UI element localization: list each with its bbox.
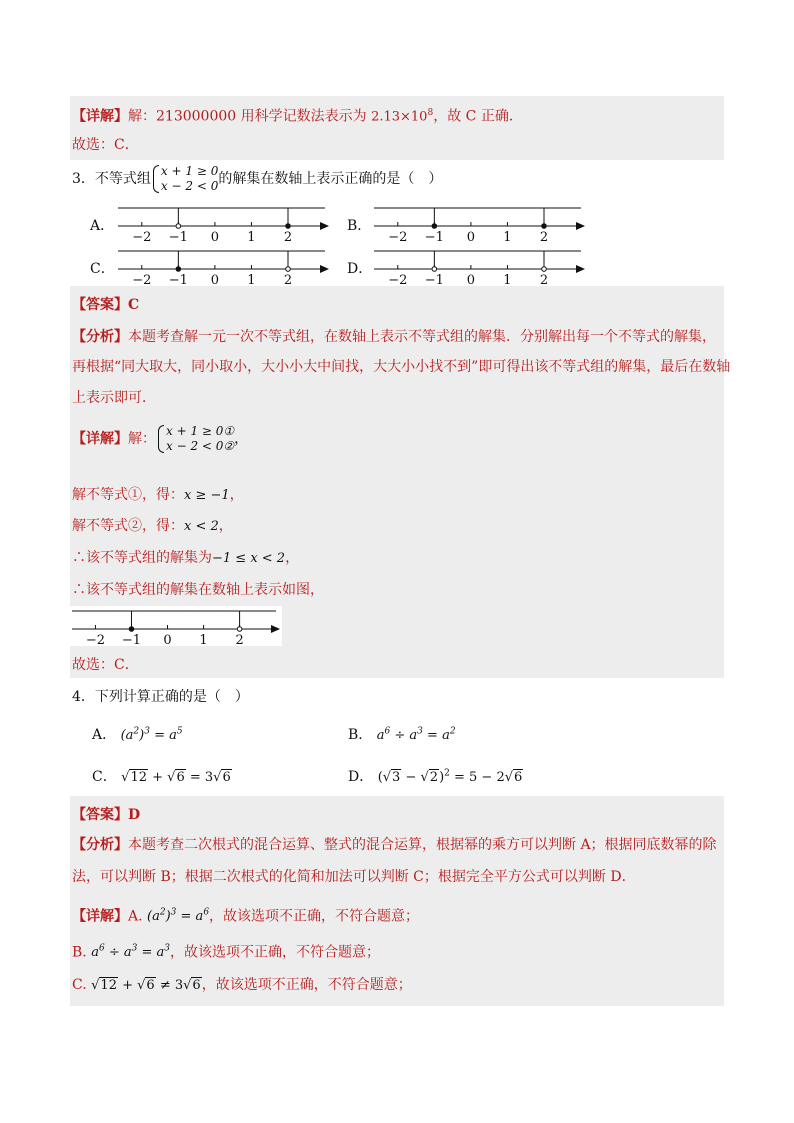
open-point — [237, 627, 242, 632]
tick-label: 0 — [466, 273, 476, 286]
tick-label: 0 — [210, 273, 220, 286]
tick-label: 0 — [210, 230, 220, 243]
tick-label: 1 — [503, 273, 512, 286]
detail-a-label: A. — [128, 908, 143, 925]
detail-system — [156, 424, 234, 454]
tick-label: −1 — [168, 230, 188, 243]
tick-label: 2 — [539, 230, 549, 243]
step-2-math: x < 2 — [184, 519, 219, 534]
axis-arrow — [576, 222, 585, 230]
detail-inequality-1: x + 1 ≥ 0① — [166, 424, 235, 438]
analysis-q3-line1 — [72, 328, 716, 346]
detail-comma: ， — [234, 431, 249, 447]
detail-tag: 【详解】 — [72, 431, 128, 447]
step-2-text: 解不等式②，得： — [72, 518, 184, 534]
tick-label: −2 — [85, 633, 106, 646]
q4-option-a-formula: $(a^2)^3 = a^5$ — [120, 726, 183, 743]
tick-label: 1 — [247, 230, 256, 243]
tick-label: 1 — [199, 633, 208, 646]
q4-option-c — [92, 766, 232, 786]
analysis-tag: 【分析】 — [72, 837, 128, 853]
answer-q3: 【答案】C — [72, 297, 140, 313]
tick-label: 1 — [503, 230, 512, 243]
step-3-math: −1 ≤ x < 2 — [212, 551, 286, 566]
inequality-1: x + 1 ≥ 0 — [160, 164, 219, 178]
detail-q4-c — [72, 976, 412, 995]
q4-option-d — [348, 766, 523, 786]
step-1-end: ， — [229, 487, 244, 503]
analysis-text-1: 本题考查解一元一次不等式组，在数轴上表示不等式组的解集．分别解出每一个不等式的解集， — [128, 329, 716, 345]
option-d-label: D． — [347, 261, 373, 277]
detail-tag: 【详解】 — [72, 108, 128, 125]
question-prefix: 3．不等式组 — [72, 171, 151, 187]
detail-b-formula: $a^6 \div a^3 = a^3$ — [91, 944, 171, 961]
detail-line-q2 — [72, 104, 523, 127]
open-point — [176, 224, 181, 229]
detail-q4-b — [72, 940, 380, 962]
tick-label: −2 — [388, 273, 408, 286]
q4-option-b-label: B． — [348, 727, 373, 743]
question-4-stem: 4．下列计算正确的是（ ） — [72, 689, 249, 705]
tick-label: −2 — [132, 230, 152, 243]
step-3 — [72, 549, 299, 568]
detail-a-formula: $(a^2)^3 = a^6$ — [147, 908, 210, 925]
solution-ray-right — [374, 208, 544, 226]
closed-point — [129, 627, 134, 632]
detail-text: 解：213000000 用科学记数法表示为 — [128, 108, 372, 125]
sci-exponent: 8 — [427, 108, 434, 118]
detail-inequality-2: x − 2 < 0② — [166, 439, 235, 453]
number-line-a — [116, 203, 331, 243]
step-3-end: ， — [285, 550, 300, 566]
choice-line-q2: 故选：C． — [72, 137, 139, 153]
analysis-q4-line2: 法，可以判断 B；根据二次根式的化简和加法可以判断 C；根据完全平方公式可以判断 D． — [72, 869, 636, 885]
detail-c-formula: √12 + √6 ≠ 3√6 — [91, 978, 201, 993]
detail-lead: 解： — [128, 431, 156, 447]
choice-line-q3: 故选：C． — [72, 657, 139, 673]
solution-ray-right — [118, 251, 288, 269]
axis-arrow — [271, 625, 280, 633]
tick-label: 1 — [247, 273, 256, 286]
solution-ray-right — [72, 611, 240, 629]
question-3-stem — [72, 164, 442, 194]
analysis-q3-line2: 再根据“同大取大，同小取小，大小小大中间找，大大小小找不到”即可得出该不等式组的解集，最后在数轴 — [72, 359, 731, 375]
detail-tag: 【详解】 — [72, 908, 128, 925]
analysis-q4-line1 — [72, 836, 717, 854]
detail-text-end: ，故 C 正确． — [433, 108, 523, 125]
tick-label: 2 — [283, 230, 293, 243]
analysis-q3-line3: 上表示即可． — [72, 390, 156, 406]
number-line-b — [372, 203, 587, 243]
tick-label: −2 — [388, 230, 408, 243]
open-point — [542, 267, 547, 272]
tick-label: 2 — [235, 633, 244, 646]
step-2 — [72, 517, 233, 536]
tick-label: 2 — [283, 273, 293, 286]
answer-q4: 【答案】D — [72, 807, 141, 823]
sci-notation: 2.13×10 — [371, 109, 428, 125]
closed-point — [432, 224, 437, 229]
q4-option-b-formula: $a^6 \div a^3 = a^2$ — [376, 726, 456, 743]
open-point — [286, 267, 291, 272]
detail-b-label: B. — [72, 944, 87, 961]
answer-panel-q4 — [70, 796, 724, 1006]
tick-label: −1 — [168, 273, 188, 286]
q4-option-a — [92, 724, 183, 744]
detail-b-text: ，故该选项不正确，不符合题意； — [170, 944, 381, 961]
detail-c-label: C. — [72, 977, 87, 993]
q4-option-b — [348, 724, 456, 744]
tick-label: −2 — [132, 273, 152, 286]
q4-option-d-formula: $(√3 - √2)^2 = 5 - 2√6$ — [377, 768, 523, 785]
closed-point — [542, 224, 547, 229]
step-1 — [72, 486, 244, 505]
analysis-text-1: 本题考查二次根式的混合运算、整式的混合运算，根据幂的乘方可以判断 A；根据同底数幂的除 — [128, 837, 717, 853]
axis-arrow — [320, 265, 329, 273]
axis-arrow — [576, 265, 585, 273]
q4-option-c-label: C． — [92, 769, 117, 785]
question-suffix: 的解集在数轴上表示正确的是（ ） — [218, 171, 443, 187]
number-line-c — [116, 246, 331, 286]
step-2-end: ， — [218, 518, 233, 534]
tick-label: −1 — [121, 633, 142, 646]
tick-label: −1 — [424, 230, 444, 243]
axis-arrow — [320, 222, 329, 230]
tick-label: 2 — [539, 273, 549, 286]
option-b-label: B． — [347, 218, 372, 234]
detail-q3 — [72, 424, 248, 454]
detail-a-text: ，故该选项不正确，不符合题意； — [209, 908, 420, 925]
closed-point — [176, 267, 181, 272]
q4-option-c-formula: √12 + √6 = 3√6 — [121, 770, 231, 785]
step-4: ∴该不等式组的解集在数轴上表示如图， — [72, 582, 324, 598]
step-1-text: 解不等式①，得： — [72, 487, 184, 503]
q4-option-a-label: A． — [92, 727, 117, 743]
tick-label: 0 — [163, 633, 172, 646]
solution-ray-right — [374, 251, 544, 269]
step-3-text: ∴该不等式组的解集为 — [72, 550, 212, 566]
analysis-tag: 【分析】 — [72, 329, 128, 345]
solution-ray-right — [118, 208, 288, 226]
closed-point — [286, 224, 291, 229]
detail-q4-a — [72, 904, 419, 926]
inequality-2: x − 2 < 0 — [160, 179, 219, 193]
detail-c-text: ，故该选项不正确，不符合题意； — [201, 977, 412, 993]
solution-number-line — [70, 606, 282, 646]
open-point — [432, 267, 437, 272]
number-line-d — [372, 246, 587, 286]
step-1-math: x ≥ −1 — [184, 488, 230, 503]
option-c-label: C． — [90, 261, 115, 277]
q4-option-d-label: D． — [348, 769, 374, 785]
tick-label: 0 — [466, 230, 476, 243]
option-a-label: A． — [90, 218, 115, 234]
tick-label: −1 — [424, 273, 444, 286]
inequality-system — [151, 164, 218, 194]
